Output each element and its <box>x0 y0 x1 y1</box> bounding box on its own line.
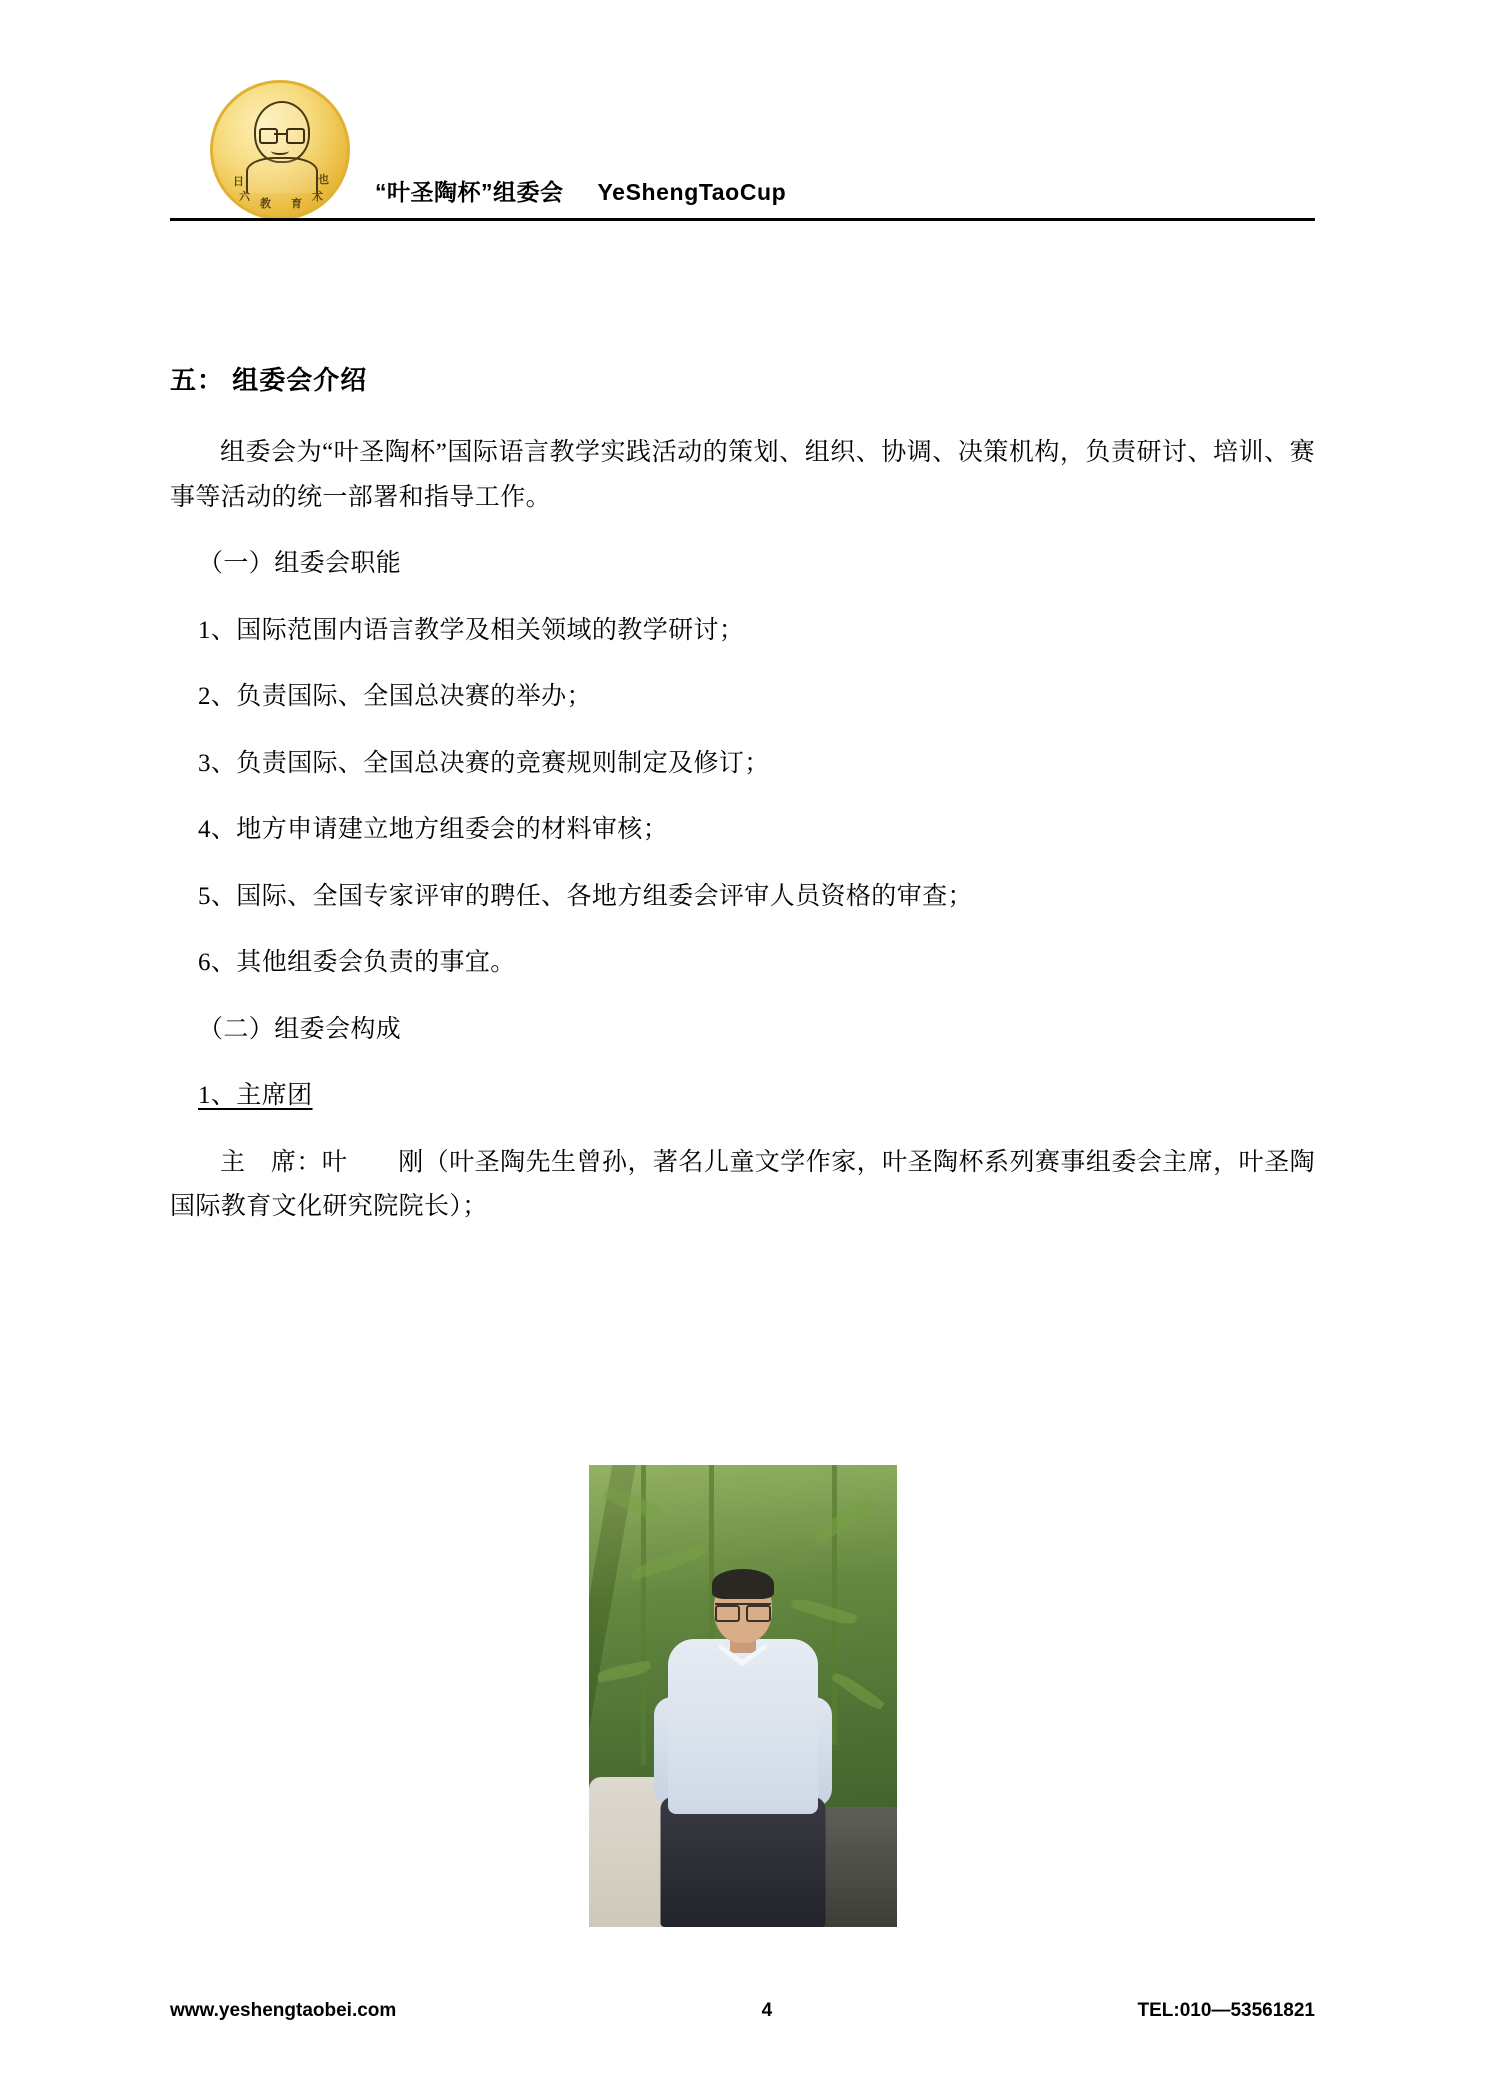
logo-char: 六 <box>239 191 250 203</box>
logo-char: 也 <box>318 174 329 186</box>
footer-page-number: 4 <box>761 2000 773 2021</box>
logo-seal-characters <box>213 83 347 217</box>
header-divider <box>170 218 1315 221</box>
duty-item: 3、负责国际、全国总决赛的竞赛规则制定及修订； <box>198 749 770 777</box>
logo-char: 日 <box>233 176 244 188</box>
duty-item: 4、地方申请建立地方组委会的材料审核； <box>198 816 669 843</box>
header-title-cn: “叶圣陶杯”组委会 <box>375 179 564 205</box>
organization-logo-icon <box>210 80 350 220</box>
logo-char: 育 <box>291 198 302 210</box>
duty-item: 6、其他组委会负责的事宜。 <box>198 949 516 976</box>
subsection-heading-two-one: 1、主席团 <box>198 1082 313 1109</box>
footer-website[interactable]: www.yeshengtaobei.com <box>170 2000 397 2021</box>
chairman-photo <box>589 1465 897 1927</box>
person-figure <box>648 1547 838 1927</box>
chairman-photo-container <box>0 1465 1485 1927</box>
subsection-heading-one: （一）组委会职能 <box>198 550 402 577</box>
logo-char: 术 <box>312 191 323 203</box>
duty-item: 5、国际、全国专家评审的聘任、各地方组委会评审人员资格的审查； <box>198 882 973 910</box>
page-header <box>170 78 1315 228</box>
intro-paragraph: 组委会为“叶圣陶杯”国际语言教学实践活动的策划、组织、协调、决策机构，负责研讨、培训、赛事等活动的统一部署和指导工作。 <box>170 439 1315 511</box>
header-title-en: YeShengTaoCup <box>597 179 787 205</box>
page-title: 五： 组委会介绍 <box>170 365 368 395</box>
subsection-heading-two: （二）组委会构成 <box>198 1015 402 1043</box>
duty-item: 2、负责国际、全国总决赛的举办； <box>198 683 592 710</box>
header-title <box>375 174 786 207</box>
footer-telephone: TEL:010—53561821 <box>1137 2000 1315 2021</box>
page-footer <box>170 2000 1315 2022</box>
document-body <box>170 360 1315 1252</box>
eyeglasses-icon <box>715 1603 771 1618</box>
logo-char: 教 <box>260 198 271 210</box>
duty-item: 1、国际范围内语言教学及相关领域的教学研讨； <box>198 616 745 644</box>
chairman-paragraph: 主 席：叶 刚（叶圣陶先生曾孙，著名儿童文学作家，叶圣陶杯系列赛事组委会主席，叶圣陶国际教育文化研究院院长）； <box>170 1148 1315 1220</box>
